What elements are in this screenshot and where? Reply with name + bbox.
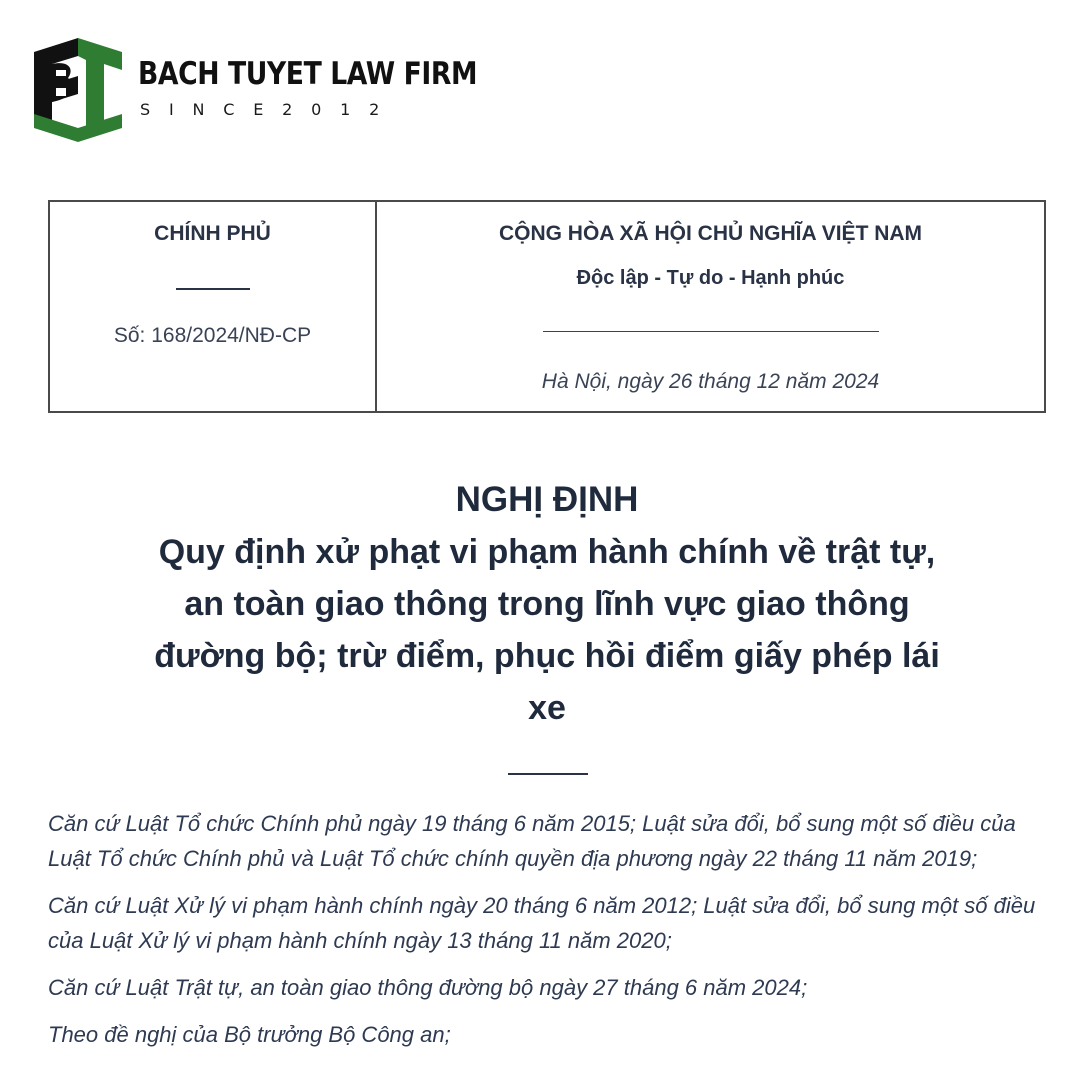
- preamble-paragraph: Theo đề nghị của Bộ trưởng Bộ Công an;: [48, 1022, 451, 1047]
- preamble-paragraph: Căn cứ Luật Xử lý vi phạm hành chính ngày 20 tháng 6 năm 2012; Luật sửa đổi, bổ sung một số điều của Luật Xử lý vi phạm hành chính ngày 13 tháng 11 năm 2020;: [48, 893, 1036, 953]
- title-line: xe: [528, 689, 566, 727]
- preamble: [48, 806, 1048, 1064]
- agency-divider: [176, 288, 250, 290]
- document-number: Số: 168/2024/NĐ-CP: [113, 324, 312, 347]
- firm-logo: [30, 34, 490, 146]
- national-title: CỘNG HÒA XÃ HỘI CHỦ NGHĨA VIỆT NAM: [498, 222, 923, 245]
- firm-since: SINCE2012: [140, 100, 399, 119]
- title-divider: [508, 773, 588, 775]
- place-and-date: Hà Nội, ngày 26 tháng 12 năm 2024: [541, 370, 880, 393]
- bt-monogram-logo-icon: [30, 34, 126, 146]
- decree-title: [40, 474, 1054, 734]
- firm-name: BACH TUYET LAW FIRM: [138, 56, 478, 92]
- preamble-paragraph: Căn cứ Luật Tổ chức Chính phủ ngày 19 tháng 6 năm 2015; Luật sửa đổi, bổ sung một số điều của Luật Tổ chức Chính phủ và Luật Tổ chức chính quyền địa phương ngày 22 tháng 11 năm 2019;: [48, 811, 1016, 871]
- header-right-cell: [377, 202, 1044, 411]
- header-left-cell: [50, 202, 377, 411]
- title-line: đường bộ; trừ điểm, phục hồi điểm giấy phép lái: [154, 637, 940, 675]
- issuing-agency: CHÍNH PHỦ: [154, 222, 271, 245]
- title-line: an toàn giao thông trong lĩnh vực giao thông: [184, 585, 910, 623]
- preamble-paragraph: Căn cứ Luật Trật tự, an toàn giao thông đường bộ ngày 27 tháng 6 năm 2024;: [48, 975, 808, 1000]
- title-line: Quy định xử phạt vi phạm hành chính về trật tự,: [158, 533, 936, 571]
- document-header-table: [48, 200, 1046, 413]
- national-motto: Độc lập - Tự do - Hạnh phúc: [576, 267, 845, 289]
- motto-divider: [543, 331, 879, 332]
- document-type: NGHỊ ĐỊNH: [455, 480, 639, 519]
